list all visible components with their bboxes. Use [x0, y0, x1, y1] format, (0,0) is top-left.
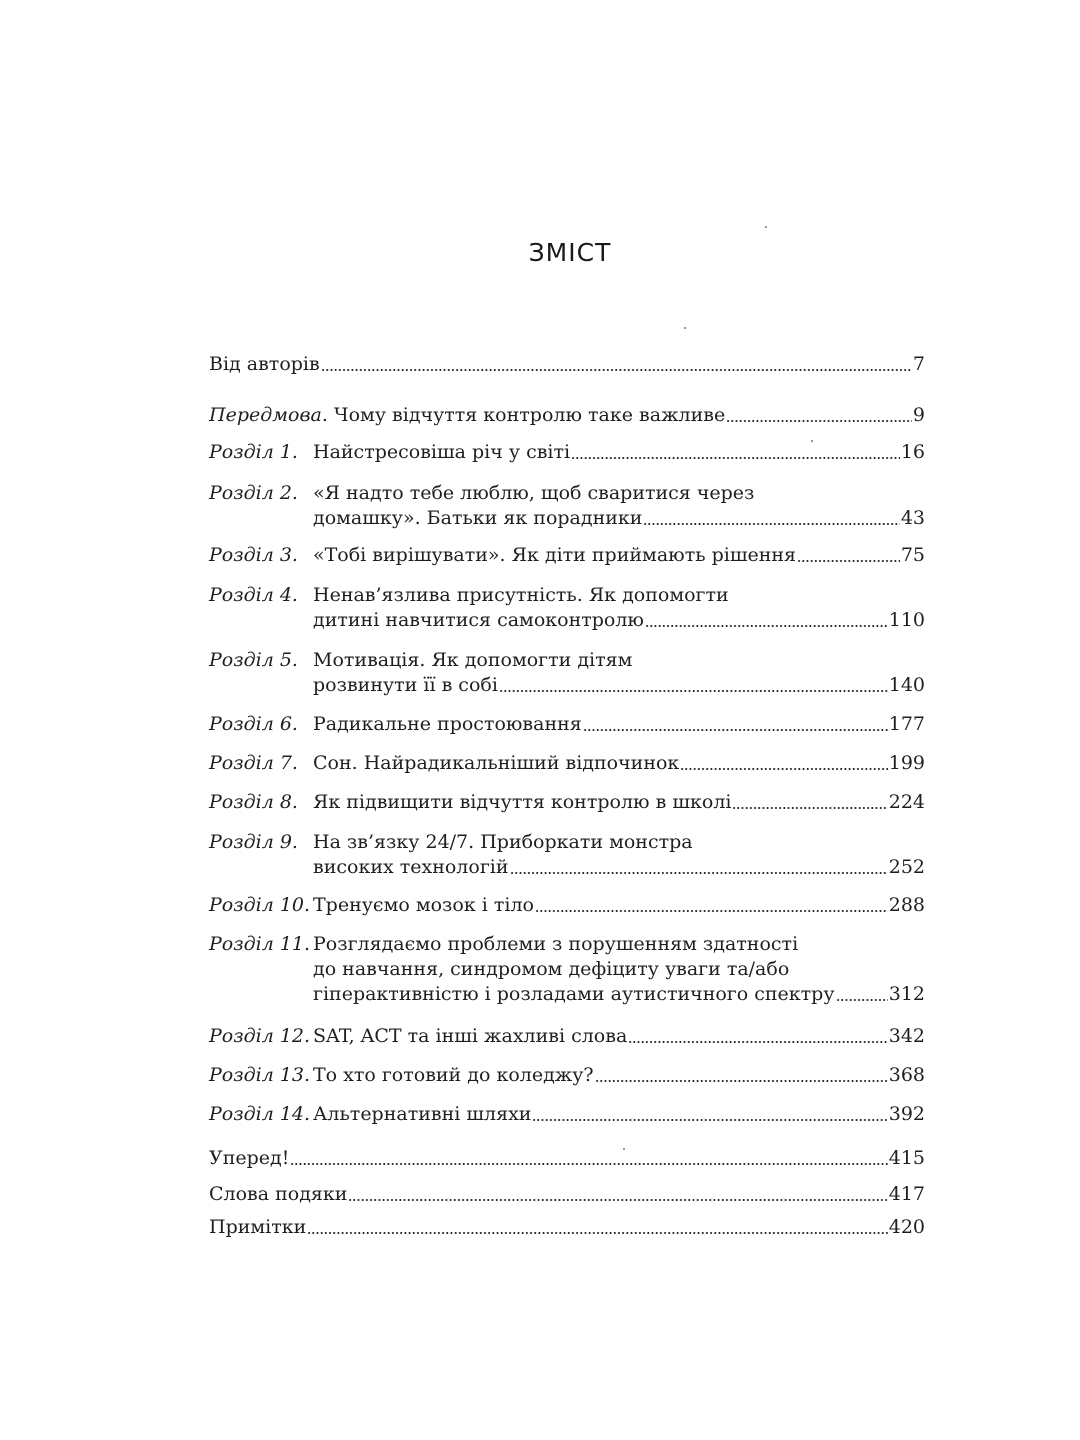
entry-last-text: Радикальне простоювання	[313, 713, 582, 735]
toc-entry	[209, 1024, 925, 1049]
entry-title	[209, 1215, 925, 1240]
entry-title	[313, 543, 925, 568]
entry-text	[313, 1024, 627, 1049]
entry-last-text: дитині навчитися самоконтролю	[313, 609, 644, 631]
entry-last-line	[313, 790, 925, 815]
print-speck	[684, 327, 686, 329]
chapter-label: Розділ 13.	[209, 1064, 311, 1086]
entry-last-line	[209, 403, 925, 428]
entry-last-text: Уперед!	[209, 1147, 290, 1169]
entry-last-text: Як підвищити відчуття контролю в школі	[313, 791, 732, 813]
entry-last-text: Альтернативні шляхи	[313, 1103, 532, 1125]
dot-leader	[535, 909, 888, 913]
entry-title	[313, 1024, 925, 1049]
entry-text	[313, 543, 796, 568]
toc-entry	[209, 712, 925, 737]
entry-last-line	[313, 712, 925, 737]
page-number: 312	[888, 983, 925, 1005]
entry-text	[313, 790, 731, 815]
toc-entry	[209, 543, 925, 568]
entry-last-line	[313, 1063, 925, 1088]
entry-last-line	[209, 352, 925, 377]
entry-title	[209, 403, 925, 428]
page-number: 288	[888, 894, 925, 916]
entry-title-line: Ненав’язлива присутність. Як допомогти	[313, 584, 729, 606]
entry-last-text: розвинути її в собі	[313, 674, 498, 696]
entry-last-line	[313, 1102, 925, 1127]
chapter-label: Розділ 3.	[209, 544, 298, 566]
toc-entry	[209, 751, 925, 776]
chapter-label: Розділ 12.	[209, 1025, 311, 1047]
dot-leader	[290, 1162, 887, 1166]
entry-last-line	[209, 1215, 925, 1240]
entry-last-text: Слова подяки	[209, 1183, 348, 1205]
page-number: 9	[912, 404, 925, 426]
entry-last-line	[313, 673, 925, 698]
entry-last-text: домашку». Батьки як порадники	[313, 507, 643, 529]
dot-leader	[321, 368, 912, 372]
dot-leader	[510, 871, 888, 875]
dot-leader	[643, 522, 899, 526]
print-speck	[623, 1148, 625, 1150]
entry-text	[313, 506, 642, 531]
page-number: 43	[900, 507, 925, 529]
dot-leader	[726, 419, 912, 423]
entry-text	[209, 1215, 306, 1240]
entry-last-text: . Чому відчуття контролю таке важливе	[321, 404, 726, 426]
toc-entry	[209, 1102, 925, 1127]
entry-text	[313, 712, 582, 737]
toc-entry	[209, 583, 925, 633]
entry-text	[209, 1182, 347, 1207]
entry-last-text: Сон. Найрадикальніший відпочинок	[313, 752, 680, 774]
toc-entry	[209, 830, 925, 880]
dot-leader	[797, 559, 900, 563]
dot-leader	[645, 624, 888, 628]
chapter-label: Розділ 6.	[209, 713, 298, 735]
page-number: 140	[888, 674, 925, 696]
chapter-label: Розділ 1.	[209, 441, 298, 463]
toc-entry	[209, 440, 925, 465]
entry-title	[313, 751, 925, 776]
entry-last-text: То хто готовий до коледжу?	[313, 1064, 594, 1086]
entry-last-line	[313, 1024, 925, 1049]
page-number: 417	[888, 1183, 925, 1205]
toc-entry	[209, 893, 925, 918]
page-number: 252	[888, 856, 925, 878]
dot-leader	[836, 998, 888, 1002]
entry-title	[209, 1146, 925, 1171]
entry-title-line: На зв’язку 24/7. Приборкати монстра	[313, 831, 693, 853]
page-number: 199	[888, 752, 925, 774]
toc-entry	[209, 481, 925, 531]
print-speck	[811, 440, 813, 442]
print-speck	[765, 226, 767, 228]
page-number: 368	[888, 1064, 925, 1086]
page-number: 224	[888, 791, 925, 813]
entry-last-text: високих технологій	[313, 856, 509, 878]
entry-title	[313, 648, 925, 698]
toc-entry	[209, 403, 925, 428]
entry-last-line	[313, 855, 925, 880]
chapter-label: Розділ 5.	[209, 649, 298, 671]
entry-text	[313, 1063, 594, 1088]
entry-text	[313, 608, 644, 633]
page-title: ЗМІСТ	[528, 238, 612, 267]
entry-last-line	[313, 440, 925, 465]
entry-title	[313, 440, 925, 465]
page-number: 420	[888, 1216, 925, 1238]
entry-last-line	[313, 543, 925, 568]
entry-last-text: SAT, ACT та інші жахливі слова	[313, 1025, 628, 1047]
dot-leader	[595, 1079, 888, 1083]
entry-text	[209, 403, 725, 428]
entry-last-text: гіперактивністю і розладами аутистичного спектру	[313, 983, 835, 1005]
entry-title	[313, 481, 925, 531]
entry-title	[313, 1063, 925, 1088]
entry-last-line	[209, 1146, 925, 1171]
entry-text	[313, 982, 835, 1007]
dot-leader	[628, 1040, 887, 1044]
entry-text	[313, 440, 570, 465]
entry-last-text: Тренуємо мозок і тіло	[313, 894, 534, 916]
dot-leader	[532, 1118, 887, 1122]
entry-last-line	[313, 893, 925, 918]
toc-entry	[209, 1182, 925, 1207]
entry-last-text: Від авторів	[209, 353, 320, 375]
entry-title	[313, 1102, 925, 1127]
dot-leader	[583, 728, 888, 732]
page-number: 16	[900, 441, 925, 463]
toc-entry	[209, 932, 925, 1007]
chapter-label: Розділ 14.	[209, 1103, 311, 1125]
entry-text	[313, 673, 498, 698]
entry-text	[313, 1102, 531, 1127]
entry-title	[313, 932, 925, 1007]
toc-entry	[209, 1146, 925, 1171]
chapter-label: Розділ 11.	[209, 933, 311, 955]
entry-title	[313, 790, 925, 815]
entry-prefix: Передмова	[209, 404, 322, 426]
entry-last-line	[313, 751, 925, 776]
chapter-label: Розділ 4.	[209, 584, 298, 606]
entry-title	[209, 352, 925, 377]
entry-text	[313, 751, 679, 776]
entry-last-text: Найстресовіша річ у світі	[313, 441, 571, 463]
page-number: 415	[888, 1147, 925, 1169]
entry-title-line: до навчання, синдромом дефіциту уваги та/або	[313, 958, 790, 980]
entry-title	[313, 893, 925, 918]
page-number: 177	[888, 713, 925, 735]
entry-last-text: Примітки	[209, 1216, 307, 1238]
dot-leader	[307, 1231, 887, 1235]
entry-title	[313, 830, 925, 880]
entry-last-line	[313, 506, 925, 531]
entry-title-line: Розглядаємо проблеми з порушенням здатності	[313, 933, 799, 955]
toc-entry	[209, 1063, 925, 1088]
entry-text	[209, 352, 320, 377]
page-number: 7	[912, 353, 925, 375]
toc-entry	[209, 1215, 925, 1240]
toc-entry	[209, 648, 925, 698]
page-number: 392	[888, 1103, 925, 1125]
page-number: 75	[900, 544, 925, 566]
entry-title	[313, 583, 925, 633]
chapter-label: Розділ 9.	[209, 831, 298, 853]
entry-title-line: Мотивація. Як допомогти дітям	[313, 649, 633, 671]
dot-leader	[732, 806, 887, 810]
entry-last-text: «Тобі вирішувати». Як діти приймають рішення	[313, 544, 797, 566]
entry-last-line	[209, 1182, 925, 1207]
entry-title-line: «Я надто тебе люблю, щоб сваритися через	[313, 482, 755, 504]
entry-text	[313, 893, 534, 918]
chapter-label: Розділ 2.	[209, 482, 298, 504]
dot-leader	[680, 767, 887, 771]
entry-title	[313, 712, 925, 737]
chapter-label: Розділ 10.	[209, 894, 311, 916]
dot-leader	[499, 689, 888, 693]
toc-entry	[209, 352, 925, 377]
toc-entry	[209, 790, 925, 815]
entry-title	[209, 1182, 925, 1207]
dot-leader	[571, 456, 900, 460]
entry-last-line	[313, 608, 925, 633]
entry-text	[209, 1146, 289, 1171]
dot-leader	[348, 1198, 887, 1202]
entry-last-line	[313, 982, 925, 1007]
chapter-label: Розділ 8.	[209, 791, 298, 813]
page-number: 110	[888, 609, 925, 631]
chapter-label: Розділ 7.	[209, 752, 298, 774]
page-number: 342	[888, 1025, 925, 1047]
entry-text	[313, 855, 509, 880]
